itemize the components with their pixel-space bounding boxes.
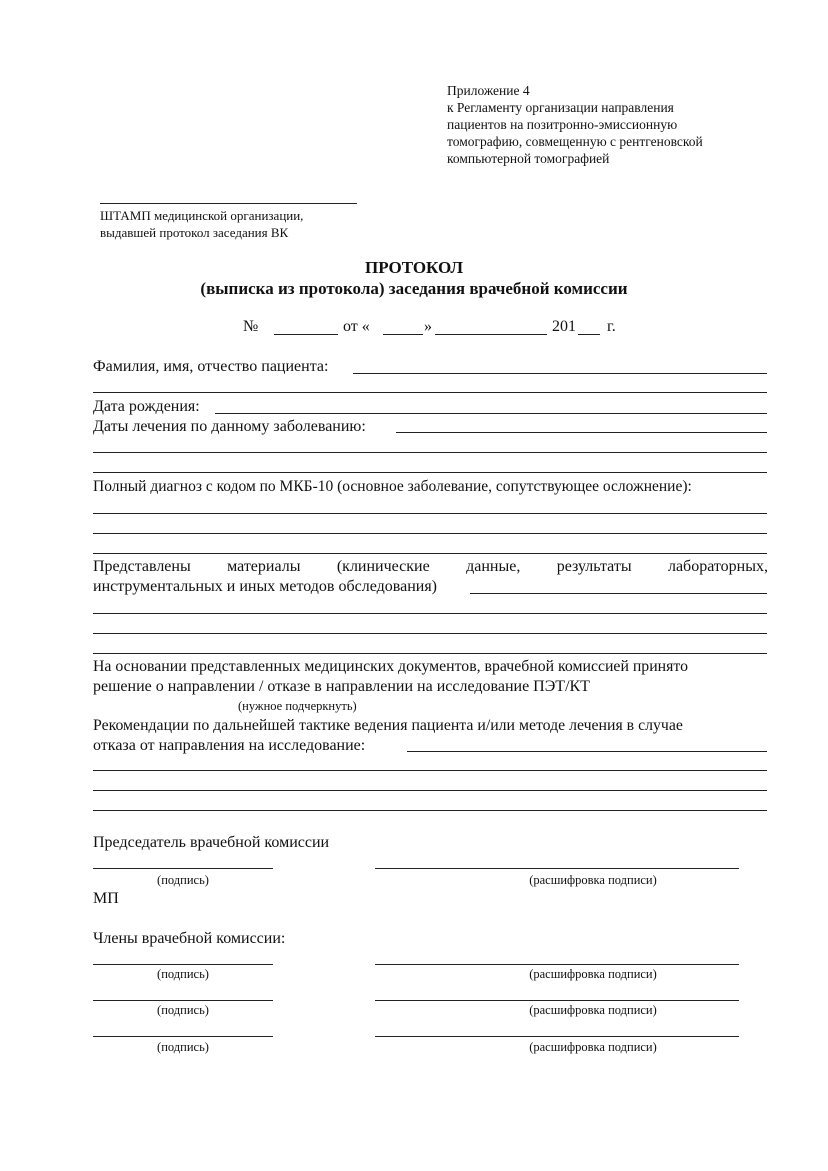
stamp-line — [100, 203, 357, 204]
materials-field[interactable] — [470, 593, 767, 594]
birth-date-label: Дата рождения: — [93, 398, 200, 415]
signature-caption: (подпись) — [157, 873, 209, 887]
date-from-label: от « — [343, 318, 370, 335]
materials-field-extra[interactable] — [93, 633, 767, 634]
seal-place-label: МП — [93, 890, 119, 907]
date-quote-close: » — [424, 318, 432, 335]
patient-name-field-extra[interactable] — [93, 392, 767, 393]
patient-name-label: Фамилия, имя, отчество пациента: — [93, 358, 329, 375]
recommendations-field-extra[interactable] — [93, 790, 767, 791]
appendix-note — [447, 82, 787, 167]
treatment-dates-field[interactable] — [396, 432, 767, 433]
decoding-caption: (расшифровка подписи) — [529, 1040, 657, 1054]
decision-text-line1: На основании представленных медицинских документов, врачебной комиссией принято — [93, 658, 688, 675]
appendix-line: к Регламенту организации направления — [447, 100, 674, 115]
appendix-line: пациентов на позитронно-эмиссионную — [447, 117, 678, 132]
year-suffix: г. — [607, 318, 616, 335]
appendix-line: компьютерной томографией — [447, 151, 610, 166]
year-prefix: 201 — [552, 318, 576, 335]
recommendations-field-extra[interactable] — [93, 810, 767, 811]
member-decoding-field[interactable] — [375, 964, 739, 965]
number-field[interactable] — [274, 334, 338, 335]
year-field[interactable] — [578, 334, 600, 335]
treatment-dates-label: Даты лечения по данному заболеванию: — [93, 418, 366, 435]
diagnosis-field[interactable] — [93, 553, 767, 554]
member-signature-field[interactable] — [93, 1000, 273, 1001]
decoding-caption: (расшифровка подписи) — [529, 873, 657, 887]
member-decoding-field[interactable] — [375, 1000, 739, 1001]
day-field[interactable] — [383, 334, 423, 335]
signature-caption: (подпись) — [157, 967, 209, 981]
materials-label-line2: инструментальных и иных методов обследования) — [93, 578, 437, 595]
page-title: ПРОТОКОЛ — [364, 258, 463, 277]
diagnosis-field[interactable] — [93, 533, 767, 534]
materials-label-line1 — [93, 558, 768, 576]
member-decoding-field[interactable] — [375, 1036, 739, 1037]
treatment-dates-field-extra[interactable] — [93, 472, 767, 473]
patient-name-field[interactable] — [353, 373, 767, 374]
recommendations-line1: Рекомендации по дальнейшей тактике ведения пациента и/или методе лечения в случае — [93, 717, 683, 734]
treatment-dates-field-extra[interactable] — [93, 452, 767, 453]
chairman-signature-field[interactable] — [93, 868, 273, 869]
stamp-label — [100, 207, 303, 241]
page-subtitle: (выписка из протокола) заседания врачебной комиссии — [200, 279, 628, 298]
materials-word: (клинические — [336, 558, 430, 575]
stamp-label-line: ШТАМП медицинской организации, — [100, 208, 304, 223]
materials-word: лабораторных, — [667, 558, 768, 575]
materials-word: Представлены — [93, 558, 191, 575]
materials-field-extra[interactable] — [93, 653, 767, 654]
stamp-label-line: выдавшей протокол заседания ВК — [100, 225, 289, 240]
recommendations-field-extra[interactable] — [93, 770, 767, 771]
chairman-label: Председатель врачебной комиссии — [93, 834, 330, 851]
birth-date-field[interactable] — [215, 413, 767, 414]
materials-word: данные, — [466, 558, 521, 575]
decision-text-line2: решение о направлении / отказе в направлении на исследование ПЭТ/КТ — [93, 678, 590, 695]
number-sign: № — [243, 318, 259, 335]
member-signature-field[interactable] — [93, 964, 273, 965]
decoding-caption: (расшифровка подписи) — [529, 967, 657, 981]
materials-field-extra[interactable] — [93, 613, 767, 614]
diagnosis-field[interactable] — [93, 513, 767, 514]
recommendations-line2: отказа от направления на исследование: — [93, 737, 366, 754]
recommendations-field[interactable] — [407, 751, 767, 752]
materials-word: результаты — [556, 558, 632, 575]
signature-caption: (подпись) — [157, 1040, 209, 1054]
underline-note: (нужное подчеркнуть) — [238, 699, 357, 713]
signature-caption: (подпись) — [157, 1003, 209, 1017]
members-label: Члены врачебной комиссии: — [93, 930, 286, 947]
decoding-caption: (расшифровка подписи) — [529, 1003, 657, 1017]
diagnosis-label: Полный диагноз с кодом по МКБ-10 (основное заболевание, сопутствующее осложнение): — [93, 478, 692, 495]
chairman-decoding-field[interactable] — [375, 868, 739, 869]
member-signature-field[interactable] — [93, 1036, 273, 1037]
month-field[interactable] — [435, 334, 547, 335]
materials-word: материалы — [227, 558, 301, 575]
appendix-line: Приложение 4 — [447, 83, 530, 98]
appendix-line: томографию, совмещенную с рентгеновской — [447, 134, 703, 149]
